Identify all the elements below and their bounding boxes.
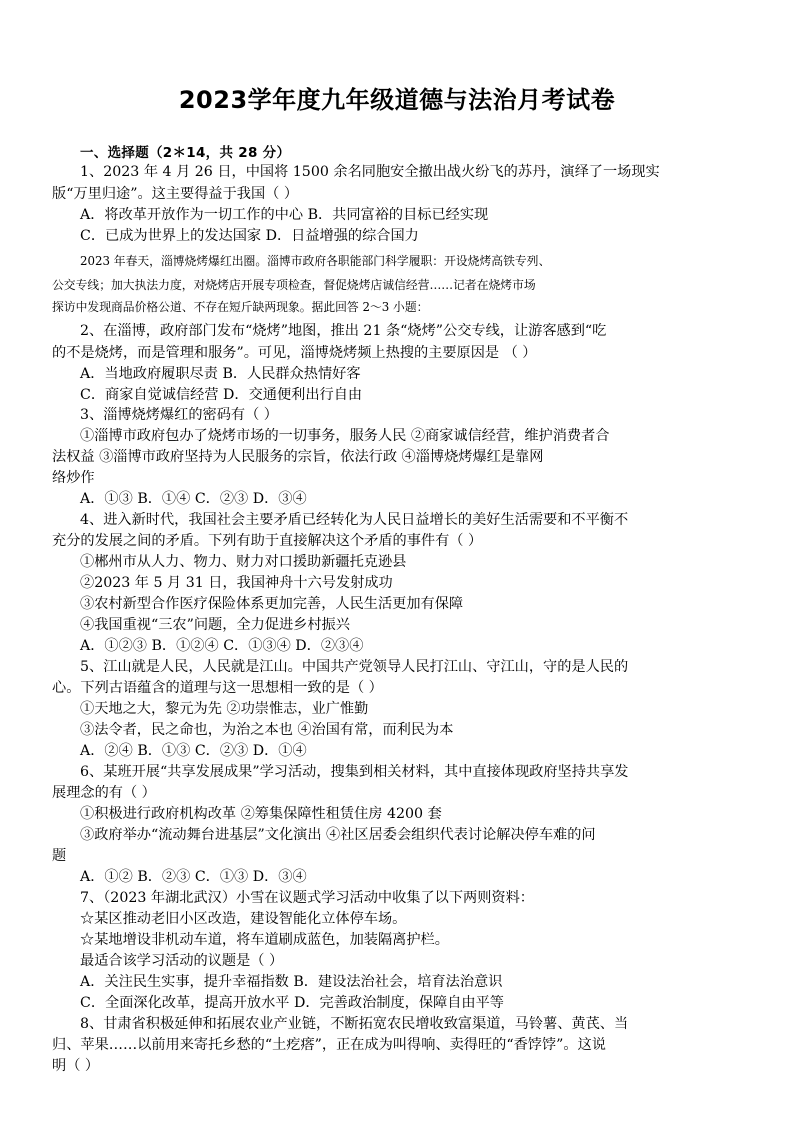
question-6-items-34: ③政府举办“流动舞台进基层”文化演出 ④社区居委会组织代表讨论解决停车难的问 [80,827,596,843]
question-5-line-2: 心。下列古语蕴含的道理与这一思想相一致的是（ ） [52,680,383,696]
question-4-item-4: ④我国重视“三农”问题，全力促进乡村振兴 [80,617,350,633]
question-4-options: A．①②③ B．①②④ C．①③④ D．②③④ [80,638,364,654]
question-2-line-2: 的不是烧烤，而是管理和服务”。可见，淄博烧烤频上热搜的主要原因是 （ ） [52,345,537,361]
question-2-options-ab: A．当地政府履职尽责 B．人民群众热情好客 [80,366,361,382]
question-4-item-1: ①郴州市从人力、物力、财力对口援助新疆托克逊县 [80,554,407,570]
question-7-prompt: 最适合该学习活动的议题是（ ） [80,953,284,969]
question-4-item-3: ③农村新型合作医疗保险体系更加完善，人民生活更加有保障 [80,596,464,612]
question-4-line-1: 4、进入新时代，我国社会主要矛盾已经转化为人民日益增长的美好生活需要和不平衡不 [80,512,629,528]
question-3-line-2: 法权益 ③淄博市政府坚持为人民服务的宗旨，依法行政 ④淄博烧烤爆红是靠网 [52,449,544,465]
material-line-2: 公交专线；加大执法力度，对烧烤店开展专项检查，督促烧烤店诚信经营……记者在烧烤市场 [52,278,536,292]
question-1-line-2: 版“万里归途”。这主要得益于我国（ ） [52,186,299,202]
question-1-line-1: 1、2023 年 4 月 26 日，中国将 1500 余名同胞安全撤出战火纷飞的苏丹，演绎了一场现实 [80,164,660,180]
question-1-options-cd: C．已成为世界上的发达国家 D．日益增强的综合国力 [80,228,419,244]
question-6-options: A．①② B．②③ C．①③ D．③④ [80,869,307,885]
question-4-line-2: 充分的发展之间的矛盾。下列有助于直接解决这个矛盾的事件有（ ） [52,533,483,549]
question-1-options-ab: A．将改革开放作为一切工作的中心 B．共同富裕的目标已经实现 [80,207,489,223]
question-5-options: A．②④ B．①③ C．②③ D．①④ [80,743,307,759]
question-2-line-1: 2、在淄博，政府部门发布“烧烤”地图，推出 21 条“烧烤”公交专线，让游客感到“吃 [80,323,607,339]
question-3-line-3: 络炒作 [52,470,95,486]
question-3-stem: 3、淄博烧烤爆红的密码有（ ） [80,407,278,423]
question-8-line-2: 归、苹果……以前用来寄托乡愁的“土疙瘩”，正在成为叫得响、卖得旺的“香饽饽”。这说 [52,1037,606,1053]
material-line-3: 探访中发现商品价格公道、不存在短斤缺两现象。据此回答 2～3 小题： [52,300,429,314]
question-6-line-1: 6、某班开展“共享发展成果”学习活动，搜集到相关材料，其中直接体现政府坚持共享发 [80,764,629,780]
question-2-options-cd: C．商家自觉诚信经营 D．交通便利出行自由 [80,387,363,403]
question-5-line-1: 5、江山就是人民，人民就是江山。中国共产党领导人民打江山、守江山，守的是人民的 [80,659,629,675]
question-7-material-2: ☆某地增设非机动车道，将车道刷成蓝色，加装隔离护栏。 [80,932,449,948]
page-title: 2023学年度九年级道德与法治月考试卷 [178,86,616,114]
question-3-options: A．①③ B．①④ C．②③ D．③④ [80,491,307,507]
question-7-material-1: ☆某区推动老旧小区改造，建设智能化立体停车场。 [80,911,407,927]
material-line-1: 2023 年春天，淄博烧烤爆红出圈。淄博市政府各职能部门科学履职：开设烧烤高铁专列、 [80,254,551,268]
question-6-line-cont: 题 [52,848,67,864]
question-7-stem: 7、（2023 年湖北武汉）小雪在议题式学习活动中收集了以下两则资料： [80,890,534,906]
section-heading: 一、选择题（2＊14，共 28 分） [80,145,291,161]
question-4-item-2: ②2023 年 5 月 31 日，我国神舟十六号发射成功 [80,575,393,591]
question-7-options-cd: C．全面深化改革，提高开放水平 D．完善政治制度，保障自由平等 [80,995,504,1011]
question-8-line-3: 明（ ） [52,1058,100,1074]
question-6-items-12: ①积极进行政府机构改革 ②筹集保障性租赁住房 4200 套 [80,806,442,822]
question-6-line-2: 展理念的有（ ） [52,785,156,801]
question-3-line-1: ①淄博市政府包办了烧烤市场的一切事务，服务人民 ②商家诚信经营，维护消费者合 [80,428,610,444]
question-8-line-1: 8、甘肃省积极延伸和拓展农业产业链，不断拓宽农民增收致富渠道，马铃薯、黄芪、当 [80,1016,629,1032]
question-5-items-12: ①天地之大，黎元为先 ②功崇惟志，业广惟勤 [80,701,369,717]
question-7-options-ab: A．关注民生实事，提升幸福指数 B．建设法治社会，培育法治意识 [80,974,503,990]
question-5-items-34: ③法令者，民之命也，为治之本也 ④治国有常，而利民为本 [80,722,454,738]
